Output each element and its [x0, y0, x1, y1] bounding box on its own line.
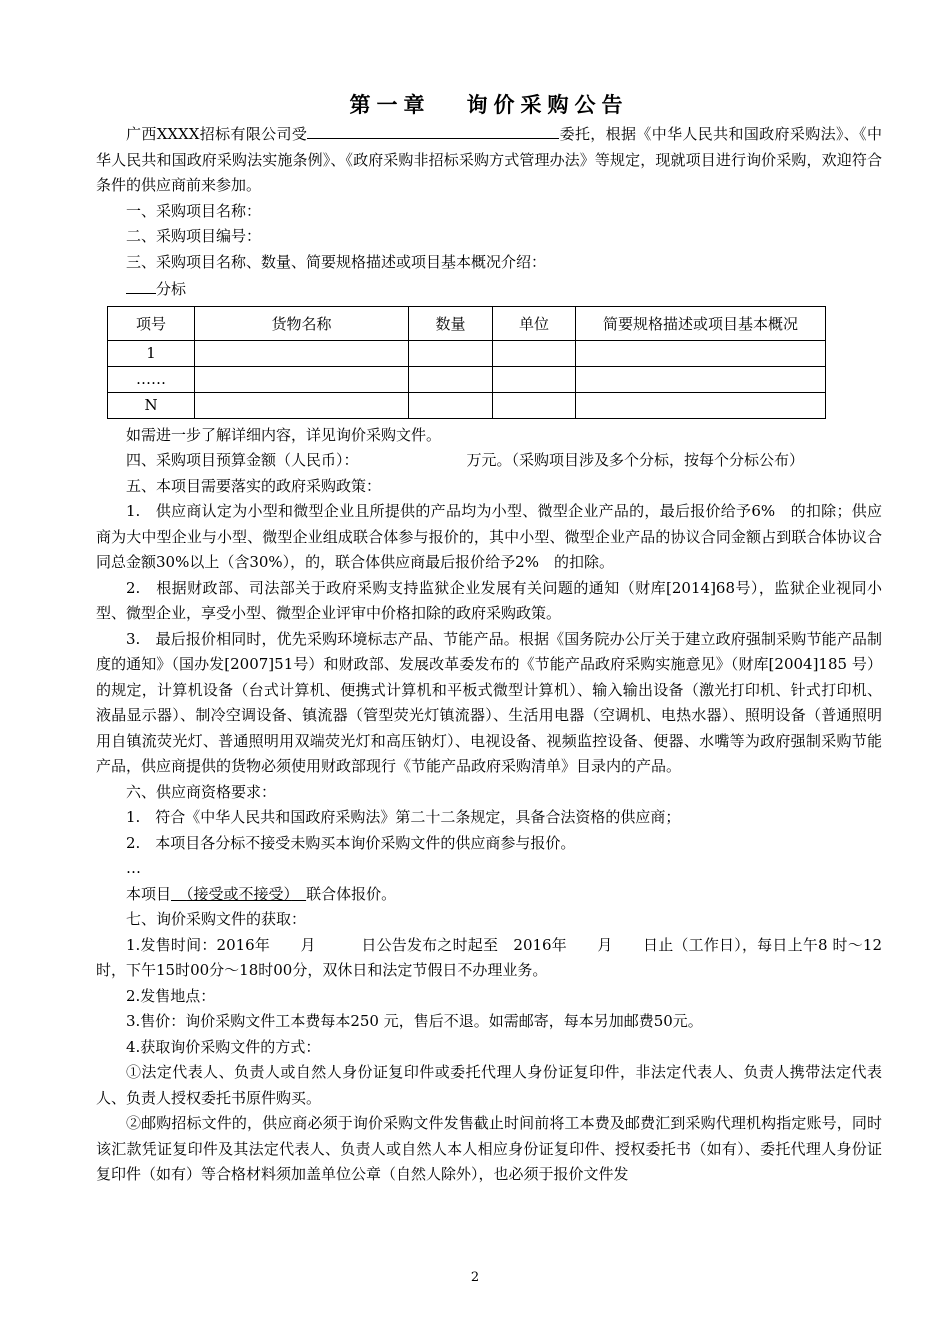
section-1: 一、采购项目名称： — [126, 201, 262, 220]
lot-line: 分标 — [96, 275, 882, 303]
sale-location: 2.发售地点： — [126, 986, 216, 1005]
table-cell — [409, 392, 493, 418]
obtain-method-2: ②邮购招标文件的，供应商必须于询价采购文件发售截止时间前将工本费及邮费汇到采购代理机构指定账号，同时该汇款凭证复印件及其法定代表人、负责人或自然人本人相应身份证复印件、授权委托书（如有）、委托代理人身份证复印件（如有）等合格材料须加盖单位公章（自然人除外），也必须于报价文件发 — [96, 1114, 882, 1183]
policy-2: 2. 根据财政部、司法部关于政府采购支持监狱企业发展有关问题的通知（财库[2014]68号），监狱企业视同小型、微型企业，享受小型、微型企业评审中价格扣除的政府采购政策。 — [96, 578, 882, 622]
table-row — [108, 366, 826, 392]
intro-paragraph: 广西XXXX招标有限公司受 委托，根据《中华人民共和国政府采购法》、《中华人民共和国政府采购法实施条例》、《政府采购非招标采购方式管理办法》等规定，现就项目进行询价采购，欢迎符合条件的供应商前来参加。 — [96, 120, 882, 199]
table-header: 项号 — [108, 306, 195, 340]
table-cell: …… — [108, 366, 195, 392]
table-row — [108, 392, 826, 418]
section-3: 三、采购项目名称、数量、简要规格描述或项目基本概况介绍： — [126, 252, 547, 271]
table-header: 货物名称 — [195, 306, 409, 340]
section-5: 五、本项目需要落实的政府采购政策： — [126, 476, 382, 495]
table-cell — [576, 366, 826, 392]
goods-table — [107, 306, 826, 419]
qualification-2: 2. 本项目各分标不接受未购买本询价采购文件的供应商参与报价。 — [126, 833, 576, 852]
consortium-line: 本项目 （接受或不接受） 联合体报价。 — [126, 884, 397, 903]
section-7: 七、询价采购文件的获取： — [126, 910, 307, 928]
policy-3: 3. 最后报价相同时，优先采购环境标志产品、节能产品。根据《国务院办公厅关于建立政府强制采购节能产品制度的通知》（国办发[2007]51号）和财政部、发展改革委发布的《节能产品政府采购实施意见》（财库[2004]185 号）的规定，计算机设备（台式计算机、便携式计算机和平板式微型计算机）、输入输出设备（激光打印机、针式打印机、液晶显示器）、制冷空调设备、镇流器（管型荧光灯镇流器）、生活用电器（空调机、电热水器）、照明设备（普通照明用自镇流荧光灯、普通照明用双端荧光灯和高压钠灯）、电视设备、视频监控设备、便器、水嘴等为政府强制采购节能产品，供应商提供的货物必须使用财政部现行《节能产品政府采购清单》目录内的产品。 — [96, 629, 882, 775]
table-cell — [576, 392, 826, 418]
table-cell — [409, 340, 493, 366]
table-cell — [576, 340, 826, 366]
page-number: 2 — [470, 1270, 480, 1285]
document-page — [96, 90, 882, 1188]
section-2: 二、采购项目编号： — [126, 227, 262, 245]
table-cell — [493, 340, 576, 366]
obtain-method: 4.获取询价采购文件的方式： — [126, 1037, 321, 1056]
table-cell — [195, 392, 409, 418]
blank-client — [307, 120, 559, 139]
qualification-1: 1. 符合《中华人民共和国政府采购法》第二十二条规定，具备合法资格的供应商； — [126, 808, 681, 826]
table-cell — [195, 340, 409, 366]
policy-1: 1. 供应商认定为小型和微型企业且所提供的产品均为小型、微型企业产品的，最后报价给予6% 的扣除；供应商为大中型企业与小型、微型企业组成联合体参与报价的，其中小型、微型企业产品的协议合同金额占到联合体协议合同总金额30%以上（含30%），的，联合体供应商最后报价给予2% 的扣除。 — [96, 502, 882, 571]
table-cell — [493, 366, 576, 392]
table-cell — [493, 392, 576, 418]
qualification-ellipsis: … — [126, 859, 141, 877]
table-header: 数量 — [409, 306, 493, 340]
more-info-line: 如需进一步了解详细内容，详见询价采购文件。 — [126, 425, 442, 444]
table-row — [108, 340, 826, 366]
chapter-title: 第一章 询价采购公告 — [349, 93, 629, 117]
table-cell: 1 — [108, 340, 195, 366]
table-header-row — [108, 306, 826, 340]
table-cell — [195, 366, 409, 392]
section-4: 四、采购项目预算金额（人民币）： 万元。（采购项目涉及多个分标，按每个分标公布） — [126, 451, 805, 469]
table-header: 单位 — [493, 306, 576, 340]
section-6: 六、供应商资格要求： — [126, 782, 277, 801]
sale-time: 1.发售时间：2016年 月 日公告发布之时起至 2016年 月 日止（工作日），每日上午8 时～12时，下午15时00分～18时00分，双休日和法定节假日不办理业务。 — [96, 935, 882, 979]
blank-lot — [126, 275, 156, 294]
table-cell: N — [108, 392, 195, 418]
sale-price: 3.售价：询价采购文件工本费每本250 元，售后不退。如需邮寄，每本另加邮费50元。 — [126, 1012, 703, 1030]
table-header: 简要规格描述或项目基本概况 — [576, 306, 826, 340]
obtain-method-1: ①法定代表人、负责人或自然人身份证复印件或委托代理人身份证复印件，非法定代表人、负责人携带法定代表人、负责人授权委托书原件购买。 — [96, 1063, 882, 1107]
table-cell — [409, 366, 493, 392]
